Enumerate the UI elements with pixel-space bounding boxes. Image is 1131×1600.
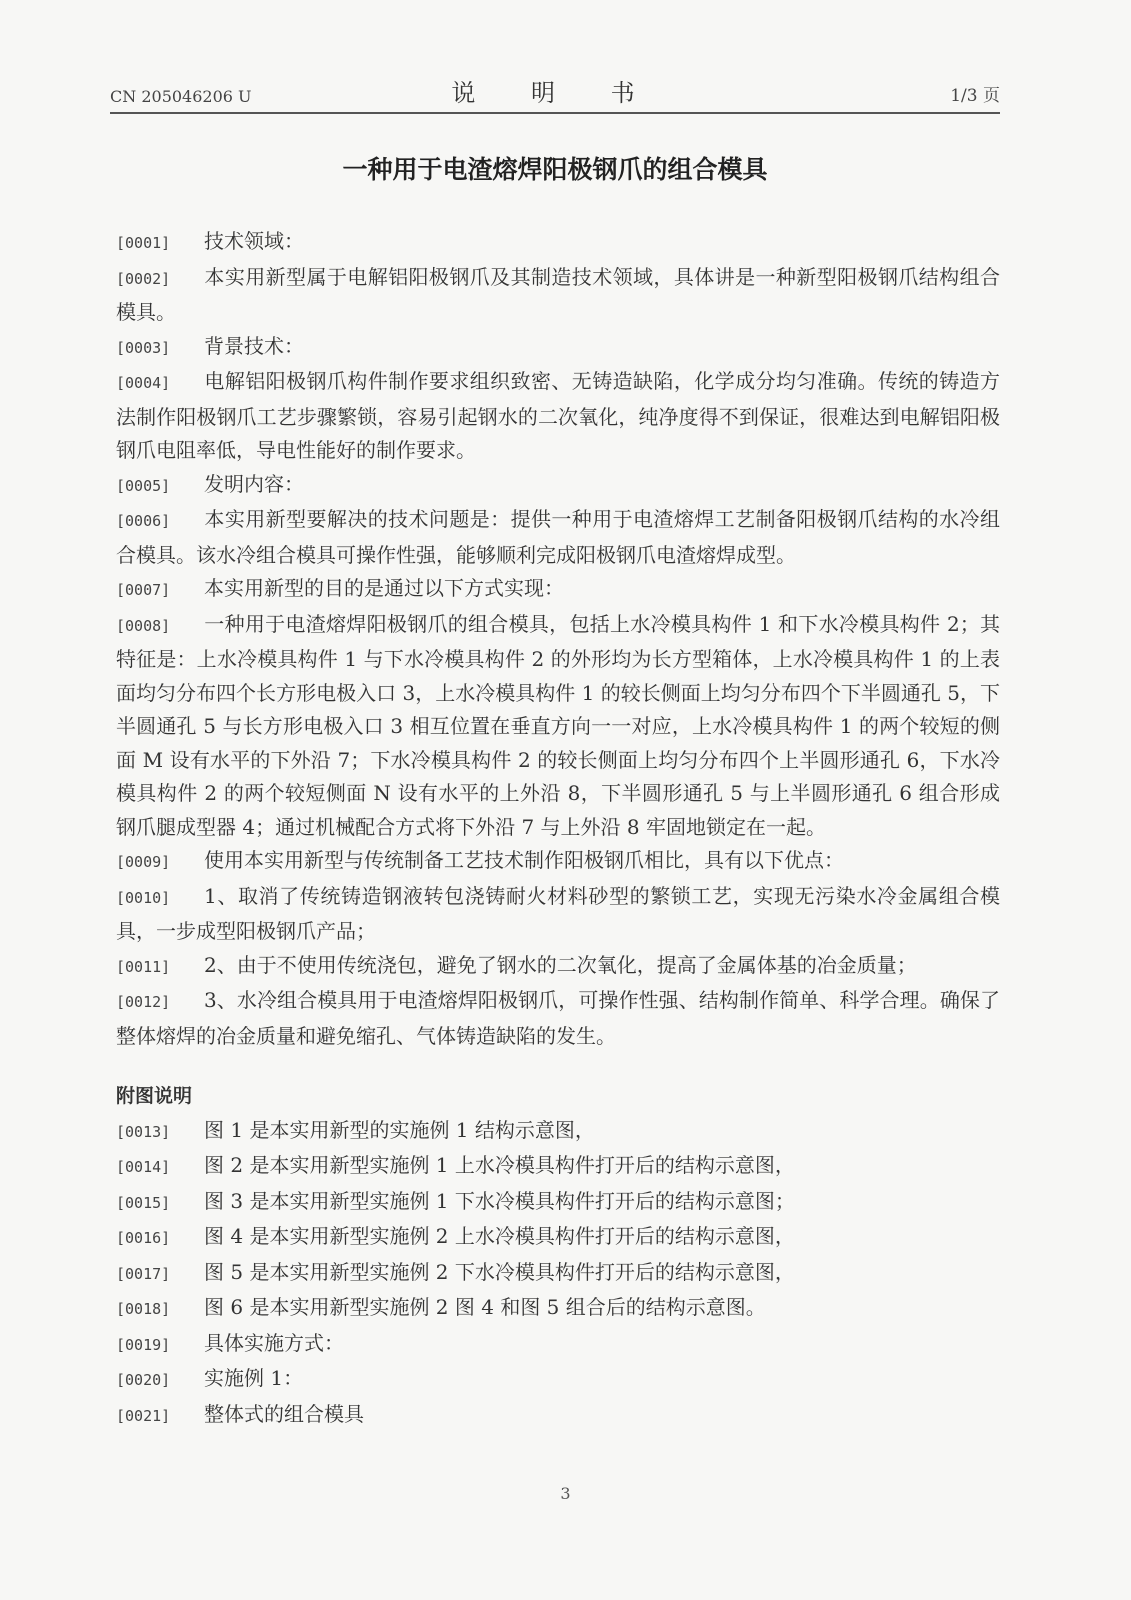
paragraph-text: 图 1 是本实用新型的实施例 1 结构示意图， [204, 1117, 595, 1142]
paragraph [116, 261, 1000, 330]
paragraph [116, 949, 1000, 985]
page-number: 3 [560, 1484, 571, 1503]
paragraph-list-figures [116, 1114, 1000, 1434]
paragraph-text: 图 2 是本实用新型实施例 1 上水冷模具构件打开后的结构示意图， [204, 1153, 795, 1177]
paragraph-number: [0020] [116, 1371, 171, 1389]
page-indicator: 1/3 页 [950, 86, 1000, 106]
paragraph [116, 608, 1000, 845]
paragraph [116, 844, 1000, 880]
paragraph-text: 使用本实用新型与传统制备工艺技术制作阳极钢爪相比，具有以下优点： [204, 848, 844, 872]
paragraph [116, 468, 1000, 504]
paragraph-text: 整体式的组合模具 [204, 1401, 364, 1426]
paragraph-number: [0003] [116, 338, 171, 357]
document-body [116, 225, 1000, 1433]
figures-heading: 附图说明 [116, 1085, 193, 1107]
paragraph-number: [0012] [116, 993, 171, 1011]
paragraph-number: [0006] [116, 512, 171, 530]
paragraph-number: [0001] [116, 234, 171, 252]
paragraph-number: [0017] [116, 1264, 171, 1283]
paragraph-number: [0019] [116, 1335, 171, 1354]
paragraph-text: 具体实施方式： [204, 1330, 344, 1355]
paragraph-number: [0008] [116, 616, 171, 635]
patent-number: CN 205046206 U [110, 87, 252, 106]
paragraph [116, 572, 1000, 608]
paragraph-text: 一种用于电渣熔焊阳极钢爪的组合模具，包括上水冷模具构件 1 和下水冷模具构件 2；其特征是：上水冷模具构件 1 与下水冷模具构件 2 的外形均为长方型箱体，上水冷模具构件 1 的上表面均匀分布四个长方形电极入口 3，上水冷模具构件 1 的较长侧面上均匀分布四个下半圆通孔 5，下半圆通孔 5 与长方形电极入口 3 相互位置在垂直方向一一对应，上水冷模具构件 1 的两个较短的侧面 M 设有水平的下外沿 7；下水冷模具构件 2 的较长侧面上均匀分布四个上半圆形通孔 6，下水冷模具构件 2 的两个较短侧面 N 设有水平的上外沿 8，下半圆形通孔 5 与上半圆形通孔 6 组合形成钢爪腿成型器 4；通过机械配合方式将下外沿 7 与上外沿 8 牢固地锁定在一起。 [116, 611, 1000, 839]
paragraph-number: [0015] [116, 1193, 171, 1212]
paragraph-list-description [116, 225, 1000, 1053]
paragraph [116, 1185, 1000, 1221]
paragraph-text: 电解铝阳极钢爪构件制作要求组织致密、无铸造缺陷，化学成分均匀准确。传统的铸造方法制作阳极钢爪工艺步骤繁锁，容易引起钢水的二次氧化，纯净度得不到保证，很难达到电解铝阳极钢爪电阻率低，导电性能好的制作要求。 [116, 369, 1000, 462]
paragraph-number: [0018] [116, 1300, 171, 1318]
paragraph [116, 365, 1000, 468]
paragraph-text: 本实用新型要解决的技术问题是：提供一种用于电渣熔焊工艺制备阳极钢爪结构的水冷组合模具。该水冷组合模具可操作性强，能够顺利完成阳极钢爪电渣熔焊成型。 [116, 507, 1000, 567]
paragraph-text: 技术领域： [204, 229, 304, 253]
paragraph-text: 3、水冷组合模具用于电渣熔焊阳极钢爪，可操作性强、结构制作简单、科学合理。确保了整体熔焊的冶金质量和避免缩孔、气体铸造缺陷的发生。 [116, 988, 1000, 1048]
document-title: 一种用于电渣熔焊阳极钢爪的组合模具 [342, 155, 768, 184]
paragraph-text: 图 5 是本实用新型实施例 2 下水冷模具构件打开后的结构示意图， [204, 1259, 795, 1284]
paragraph [116, 984, 1000, 1053]
paragraph [116, 1256, 1000, 1292]
paragraph [116, 1220, 1000, 1256]
paragraph-text: 图 4 是本实用新型实施例 2 上水冷模具构件打开后的结构示意图， [204, 1224, 795, 1248]
paragraph [116, 880, 1000, 949]
paragraph [116, 225, 1000, 261]
paragraph [116, 1149, 1000, 1185]
paragraph-number: [0011] [116, 957, 171, 976]
paragraph-text: 图 3 是本实用新型实施例 1 下水冷模具构件打开后的结构示意图； [204, 1188, 795, 1213]
paragraph [116, 1398, 1000, 1434]
section-title: 说 明 书 [451, 79, 659, 107]
paragraph-number: [0009] [116, 853, 171, 871]
paragraph [116, 1291, 1000, 1327]
paragraph-text: 实施例 1： [204, 1366, 304, 1390]
paragraph-number: [0005] [116, 476, 171, 495]
paragraph-text: 图 6 是本实用新型实施例 2 图 4 和图 5 组合后的结构示意图。 [204, 1295, 766, 1319]
page-header [110, 72, 1000, 114]
paragraph-number: [0010] [116, 888, 171, 907]
paragraph-number: [0014] [116, 1158, 171, 1176]
paragraph-text: 背景技术： [204, 333, 304, 358]
paragraph-number: [0002] [116, 269, 171, 288]
paragraph [116, 1114, 1000, 1150]
paragraph [116, 1327, 1000, 1363]
paragraph-text: 本实用新型属于电解铝阳极钢爪及其制造技术领域，具体讲是一种新型阳极钢爪结构组合模具。 [116, 264, 1000, 324]
paragraph-number: [0013] [116, 1122, 171, 1141]
paragraph-number: [0004] [116, 374, 171, 392]
paragraph-number: [0021] [116, 1406, 171, 1425]
paragraph-number: [0007] [116, 581, 171, 599]
paragraph-text: 发明内容： [204, 471, 304, 496]
paragraph-text: 1、取消了传统铸造钢液转包浇铸耐火材料砂型的繁锁工艺，实现无污染水冷金属组合模具，一步成型阳极钢爪产品； [116, 883, 1000, 943]
paragraph [116, 330, 1000, 366]
paragraph-number: [0016] [116, 1229, 171, 1247]
paragraph-text: 本实用新型的目的是通过以下方式实现： [204, 576, 564, 600]
paragraph [116, 1362, 1000, 1398]
paragraph-text: 2、由于不使用传统浇包，避免了钢水的二次氧化，提高了金属体基的冶金质量； [204, 952, 917, 977]
paragraph [116, 503, 1000, 572]
